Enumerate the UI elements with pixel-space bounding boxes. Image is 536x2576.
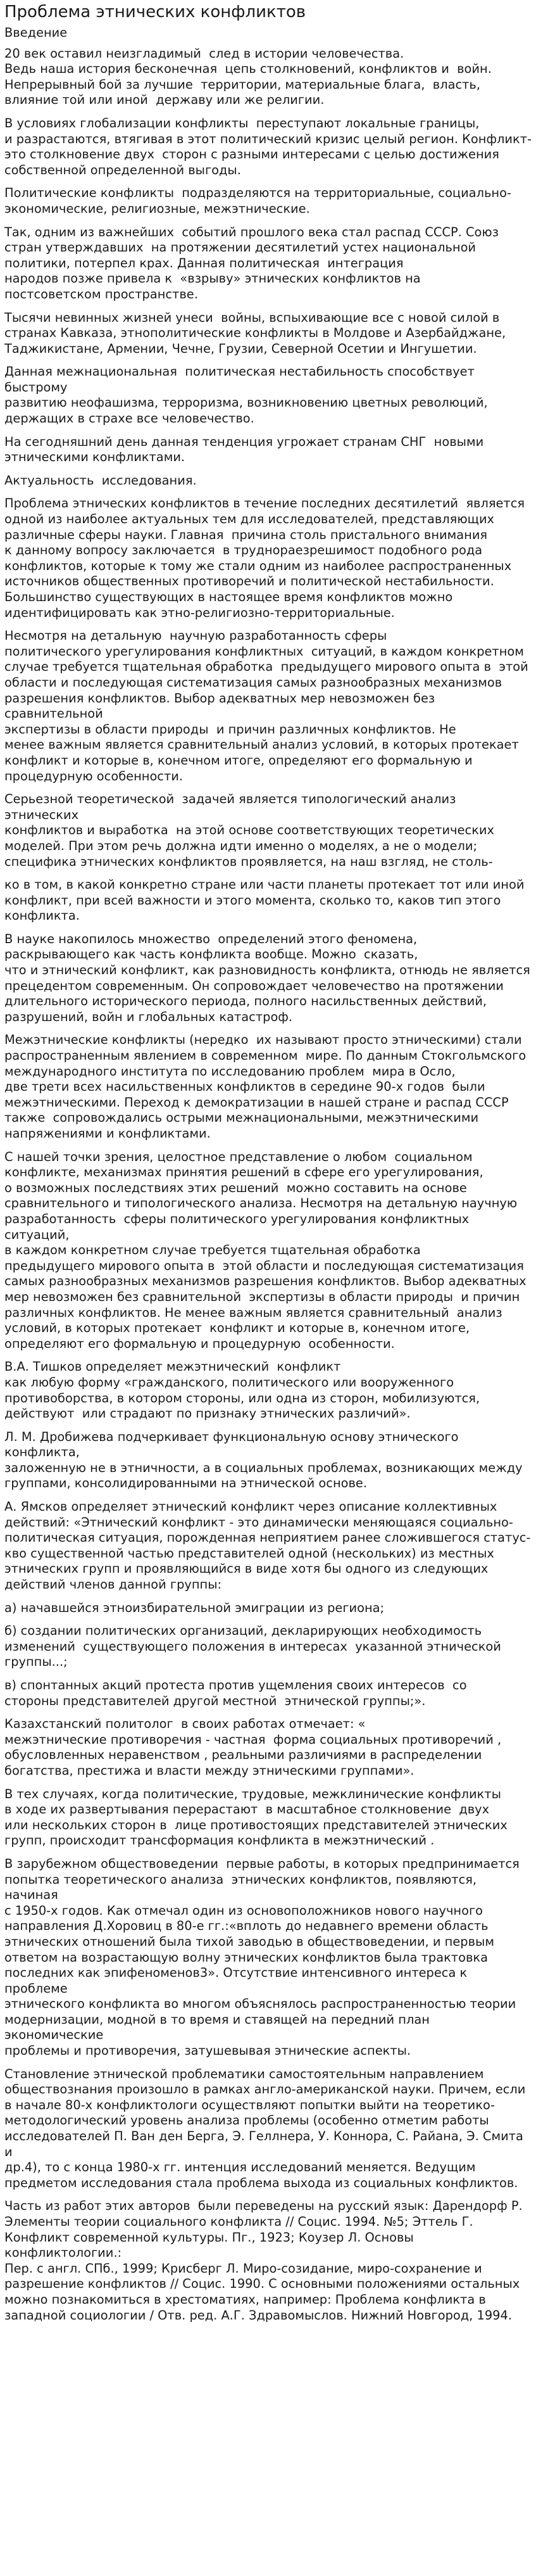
paragraph: В тех случаях, когда политические, трудовые, межклинические конфликты в ходе их развертывания перерастают в масштабное столкновение двух или нескольких сторон в лице противостоящих представителей этнических групп, происходит трансформация конфликта в межэтнический . [4, 1786, 508, 1848]
paragraph: Межэтнические конфликты (нередко их называют просто этническими) стали распространенным явлением в современном мире. По данным Стокгольмского международного института по исследованию проблем мира в Осло, две трети всех насильственных конфликтов в середине 90-х годов были межэтническими. Переход к демократизации в нашей стране и распад СССР также сопровождались острыми межнациональными, межэтническими напряжениями и конфликтами. [4, 1032, 527, 1141]
paragraph: Серьезной теоретической задачей является типологический анализ этнических конфликтов и выработка на этой основе соответствующих теоретических моделей. При этом речь должна идти именно о моделях, а не о модели; специфика этнических конфликтов проявляется, на наш взгляд, не столь- [4, 792, 494, 869]
paragraph: В.А. Тишков определяет межэтнический конфликт как любую форму «гражданского, политического или вооруженного противоборства, в котором стороны, или одна из сторон, мобилизуются, действуют или страдают по признаку этнических различий». [4, 1359, 480, 1421]
paragraph: Несмотря на детальную научную разработанность сферы политического урегулирования конфликтных ситуаций, в каждом конкретном случае требуется тщательная обработка предыдущего мирового опыта в этой области и последующая систематизация самых разнообразных механизмов разрешения конфликтов. Выбор адекватных мер невозможен без сравнительной экспертизы в области природы и причин различных конфликтов. Не менее важным является сравнительный анализ условий, в которых протекает конфликт и которые в, конечном итоге, определяют его формальную и процедурную особенности. [4, 628, 528, 784]
list-item-b: б) создании политических организаций, декларирующих необходимость изменений существующего положения в интересах указанной этнической группы...; [4, 1623, 501, 1670]
list-item-a: а) начавшейся этноизбирательной эмиграции из региона; [4, 1600, 385, 1615]
paragraph: Часть из работ этих авторов были переведены на русский язык: Дарендорф Р. Элементы теории социального конфликта // Социс. 1994. №5; Эттель Г. Конфликт современной культуры. Пг., 1923; Коузер Л. Основы конфликтологии.: Пер. с англ. СПб., 1999; Крисберг Л. Миро-созидание, миро-сохранение и разрешение конфликтов // Социс. 1990. С основными положениями остальных можно познакомиться в хрестоматиях, например: Проблема конфликта в западной социологии / Отв. ред. А.Г. Здравомыслов. Нижний Новгород, 1994. [4, 2198, 523, 2323]
paragraph: Политические конфликты подразделяются на территориальные, социально- экономические, религиозные, межэтнические. [4, 186, 511, 216]
paragraph: Данная межнациональная политическая нестабильность способствует быстрому развитию неофашизма, терроризма, возникновению цветных революций, держащих в страхе все человечество. [4, 364, 488, 426]
paragraph: Тысячи невинных жизней унеси войны, вспыхивающие все с новой силой в странах Кавказа, этнополитические конфликты в Молдове и Азербайджане, Таджикистане, Армении, Чечне, Грузии, Северной Осетии и Ингушетии. [4, 310, 506, 356]
paragraph: А. Ямсков определяет этнический конфликт через описание коллективных действий: «Этнический конфликт - это динамически меняющаяся социально- политическая ситуация, порожденная неприятием ранее сложившегося статус- кво существенной частью представителей одной (нескольких) из местных этнических групп и проявляющийся в виде хотя бы одного из следующих действий членов данной группы: [4, 1499, 531, 1592]
paragraph: В зарубежном обществоведении первые работы, в которых предпринимается попытка теоретического анализа этнических конфликтов, появляются, начиная с 1950-х годов. Как отмечал один из основоположников нового научного направления Д.Хоровиц в 80-е гг.:«вплоть до недавнего времени область этнических отношений была тихой заводью в обществоведении, и первым ответом на возрастающую волну этнических конфликтов была трактовка последних как эпифеноменов3». Отсутствие интенсивного интереса к проблеме этнического конфликта во многом объяснялось распространенностью теории модернизации, модной в то время и ставящей на передний план экономические проблемы и противоречия, затушевывая этнические аспекты. [4, 1856, 520, 2059]
paragraph: ко в том, в какой конкретно стране или части планеты протекает тот или иной конфликт, при всей важности и этого момента, сколько то, каков тип этого конфликта. [4, 877, 525, 923]
paragraph: В науке накопилось множество определений этого феномена, раскрывающего как часть конфликта вообще. Можно сказать, что и этнический конфликт, как разновидность конфликта, отнюдь не является прецедентом современным. Он сопровождает человечество на протяжении длительного исторического периода, полного насильственных действий, разрушений, войн и глобальных катастроф. [4, 931, 530, 1024]
paragraph: Становление этнической проблематики самостоятельным направлением обществознания произошло в рамках англо-американской науки. Причем, если в начале 80-х конфликтологи осуществляют попытки выйти на теоретико- методологический уровень анализа проблемы (особенно отметим работы исследователей П. Ван ден Берга, Э. Геллнера, У. Коннора, С. Райана, Э. Смита и др.4), то с конца 1980-х гг. интенция исследований меняется. Ведущим предметом исследования стала проблема выхода из социальных конфликтов. [4, 2066, 526, 2190]
list-item-c: в) спонтанных акций протеста против ущемления своих интересов со стороны представителей другой местной этнической группы;». [4, 1678, 467, 1708]
paragraph: Проблема этнических конфликтов в течение последних десятилетий является одной из наиболее актуальных тем для исследователей, представляющих различные сферы науки. Главная причина столь пристального внимания к данному вопросу заключается в труднораезрешимост подобного рода конфликтов, которые к тому же стали одним из наиболее распространенных источников общественных противоречий и политической нестабильности. Большинство существующих в настоящее время конфликтов можно идентифицировать как этно-религиозно-территориальные. [4, 496, 525, 620]
section-heading-relevance: Актуальность исследования. [4, 473, 197, 488]
section-heading-intro: Введение [4, 25, 68, 40]
paragraph: 20 век оставил неизгладимый след в истории человечества. Ведь наша история бесконечная цепь столкновений, конфликтов и войн. Непрерывный бой за лучшие территории, материальные блага, власть, влияние той или иной державу или же религии. [4, 46, 492, 108]
paragraph: В условиях глобализации конфликты переступают локальные границы, и разрастаются, втягивая в этот политический кризис целый регион. Конфликт- это столкновение двух сторон с разными интересами с целью достижения собственной определенной выгоды. [4, 115, 532, 177]
paragraph: Казахстанский политолог в своих работах отмечает: « межэтнические противоречия - частная форма социальных противоречий , обусловленных неравенством , реальными различиями в распределении богатства, престижа и власти между этническими группами». [4, 1716, 502, 1778]
paragraph: Так, одним из важнейших событий прошлого века стал распад СССР. Союз стран утверждавших на протяжении десятилетий устех национальной политики, потерпел крах. Данная политическая интеграция народов позже привела к «взрыву» этнических конфликтов на постсоветском пространстве. [4, 224, 499, 301]
paragraph: С нашей точки зрения, целостное представление о любом социальном конфликте, механизмах принятия решений в сфере его урегулирования, о возможных последствиях этих решений можно составить на основе сравнительного и типологического анализа. Несмотря на детальную научную разработанность сферы политического урегулирования конфликтных ситуаций, в каждом конкретном случае требуется тщательная обработка предыдущего мирового опыта в этой области и последующая систематизация самых разнообразных механизмов разрешения конфликтов. Выбор адекватных мер невозможен без сравнительной экспертизы в области природы и причин различных конфликтов. Не менее важным является сравнительный анализ условий, в которых протекает конфликт и которые в, конечном итоге, определяют его формальную и процедурную особенности. [4, 1149, 527, 1351]
document-title: Проблема этнических конфликтов [4, 3, 306, 22]
paragraph: На сегодняшний день данная тенденция угрожает странам СНГ новыми этническими конфликтами. [4, 434, 484, 465]
paragraph: Л. М. Дробижева подчеркивает функциональную основу этнического конфликта, заложенную не в этничности, а в социальных проблемах, возникающих между группами, консолидированными на этнической основе. [4, 1429, 523, 1491]
